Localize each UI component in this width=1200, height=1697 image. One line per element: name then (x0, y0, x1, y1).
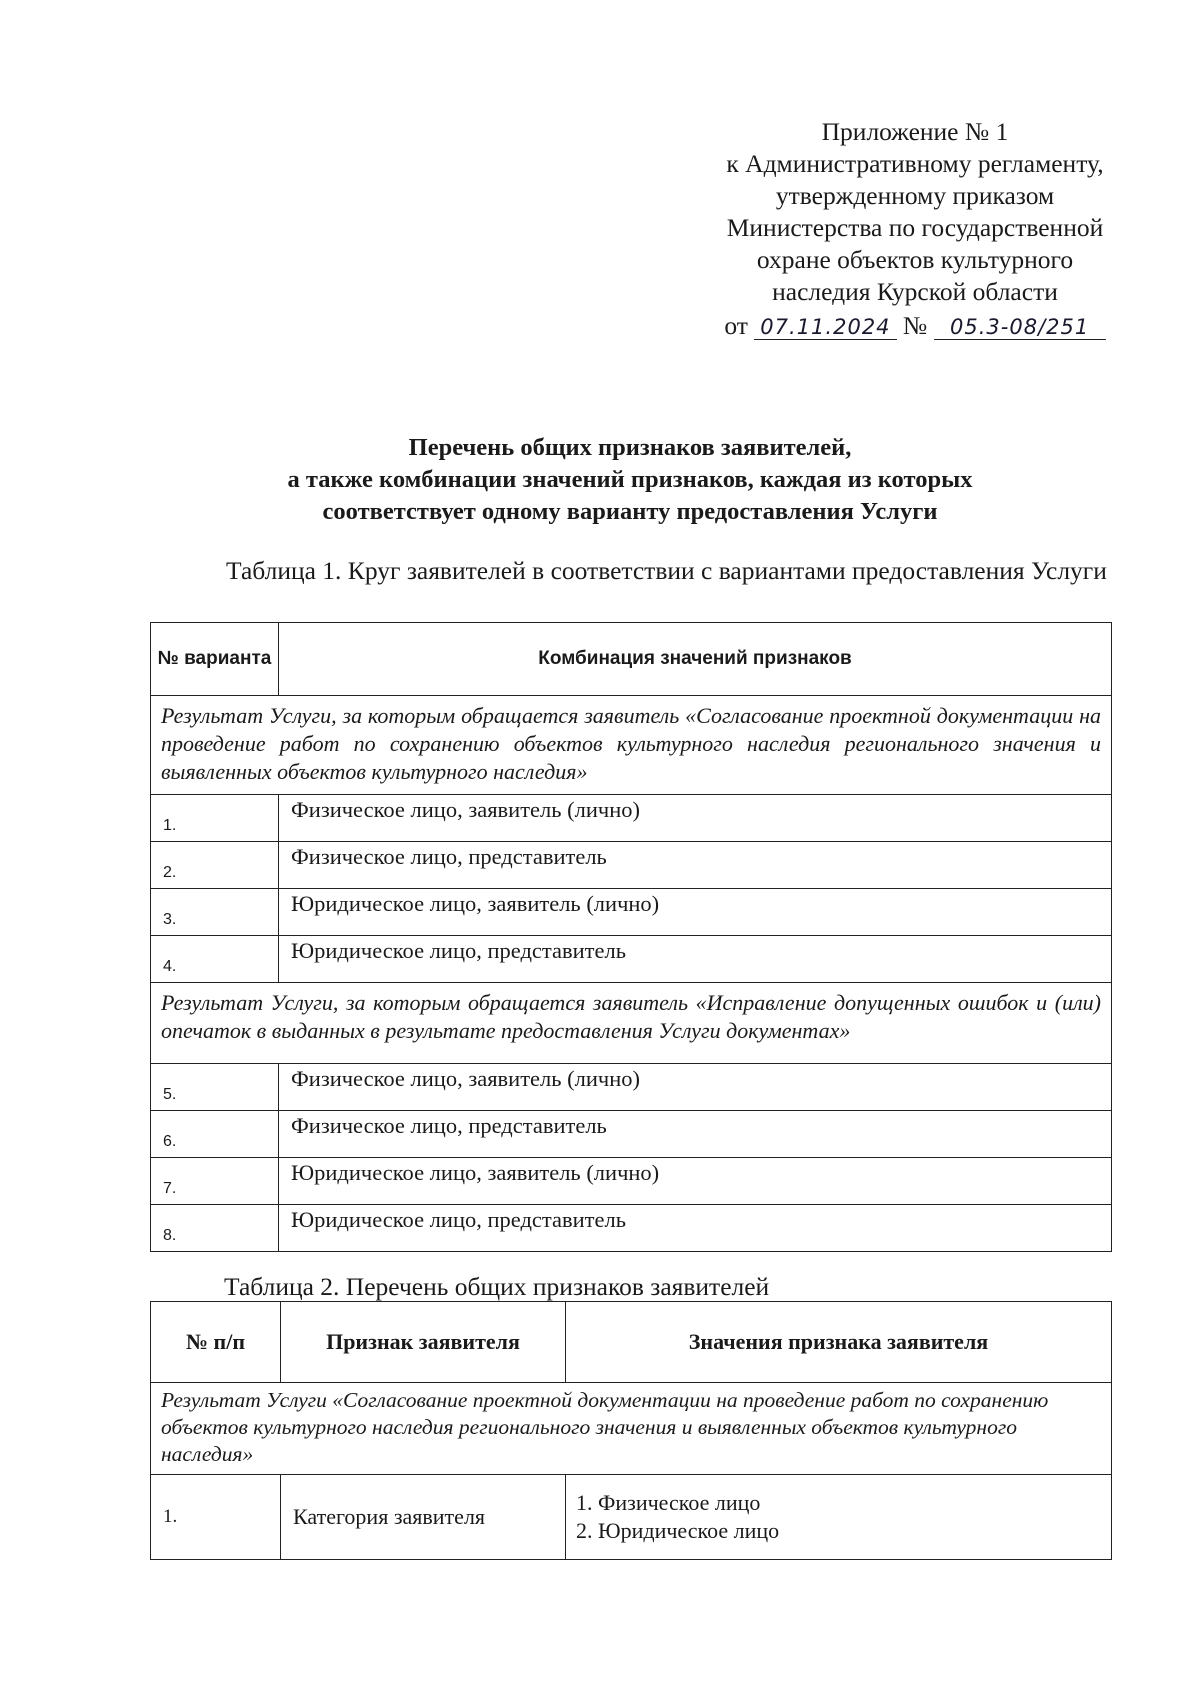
group-row (151, 696, 1112, 795)
variant-combination: Физическое лицо, заявитель (лично) (279, 795, 1112, 842)
heading-line: Перечень общих признаков заявителей, (408, 434, 852, 461)
header-combination: Комбинация значений признаков (279, 623, 1112, 696)
variant-combination: Физическое лицо, представитель (279, 1111, 1112, 1158)
variant-combination: Юридическое лицо, представитель (279, 936, 1112, 983)
table-row (151, 1475, 1112, 1560)
handwritten-date: 07.11.2024 (754, 315, 896, 340)
variant-number: 2. (151, 842, 279, 889)
variant-combination: Юридическое лицо, заявитель (лично) (279, 1158, 1112, 1205)
document-heading (150, 432, 1110, 528)
applicant-variants-table (150, 622, 1112, 1252)
number-prefix: № (902, 311, 928, 340)
heading-line: соответствует одному варианту предоставления Услуги (322, 498, 938, 525)
header-variant-number: № варианта (151, 623, 279, 696)
variant-number: 6. (151, 1111, 279, 1158)
attribute-name: Категория заявителя (281, 1475, 566, 1560)
annex-line: Министерства по государственной (726, 213, 1104, 242)
group-row (151, 983, 1112, 1064)
service-result-title: Результат Услуги, за которым обращается заявитель «Исправление допущенных ошибок и (или) опечаток в выданных в результате предоставления Услуги документах» (151, 983, 1112, 1064)
variant-number: 1. (151, 795, 279, 842)
service-result-title: Результат Услуги «Согласование проектной документации на проведение работ по сохранению объектов культурного наследия регионального значения и выявленных объектов культурного наследия» (151, 1383, 1112, 1475)
table-row (151, 936, 1112, 983)
annex-line: охране объектов культурного (756, 245, 1074, 274)
table-row (151, 1158, 1112, 1205)
attribute-values (566, 1475, 1112, 1560)
table1-caption: Таблица 1. Круг заявителей в соответствии с вариантами предоставления Услуги (226, 556, 1107, 585)
table-row (151, 1111, 1112, 1158)
attribute-value: 1. Физическое лицо (576, 1490, 761, 1515)
table-row (151, 1064, 1112, 1111)
group-row (151, 1383, 1112, 1475)
annex-title: Приложение № 1 (821, 117, 1009, 146)
table-header-row (151, 1302, 1112, 1383)
applicant-attributes-table (150, 1301, 1112, 1560)
header-attribute: Признак заявителя (281, 1302, 566, 1383)
variant-number: 7. (151, 1158, 279, 1205)
annex-date-line (700, 310, 1130, 342)
date-prefix: от (724, 311, 748, 340)
variant-combination: Юридическое лицо, заявитель (лично) (279, 889, 1112, 936)
header-attribute-values: Значения признака заявителя (566, 1302, 1112, 1383)
attribute-value: 2. Юридическое лицо (576, 1518, 780, 1543)
variant-combination: Физическое лицо, представитель (279, 842, 1112, 889)
heading-line: а также комбинации значений признаков, каждая из которых (287, 466, 973, 493)
variant-combination: Юридическое лицо, представитель (279, 1205, 1112, 1252)
variant-number: 8. (151, 1205, 279, 1252)
table-row (151, 795, 1112, 842)
variant-number: 4. (151, 936, 279, 983)
annex-line: утвержденному приказом (775, 181, 1055, 210)
header-row-number: № п/п (151, 1302, 281, 1383)
table-row (151, 842, 1112, 889)
service-result-title: Результат Услуги, за которым обращается заявитель «Согласование проектной документации на проведение работ по сохранению объектов культурного наследия регионального значения и выявленных объектов культурного наследия» (151, 696, 1112, 795)
handwritten-number: 05.3-08/251 (934, 315, 1106, 340)
table2-caption: Таблица 2. Перечень общих признаков заявителей (224, 1272, 770, 1301)
table-row (151, 1205, 1112, 1252)
variant-number: 5. (151, 1064, 279, 1111)
row-number: 1. (151, 1475, 281, 1560)
annex-line: к Административному регламенту, (726, 149, 1104, 178)
annex-block (700, 116, 1130, 342)
table-header-row (151, 623, 1112, 696)
annex-line: наследия Курской области (772, 277, 1058, 306)
table-row (151, 889, 1112, 936)
variant-number: 3. (151, 889, 279, 936)
variant-combination: Физическое лицо, заявитель (лично) (279, 1064, 1112, 1111)
